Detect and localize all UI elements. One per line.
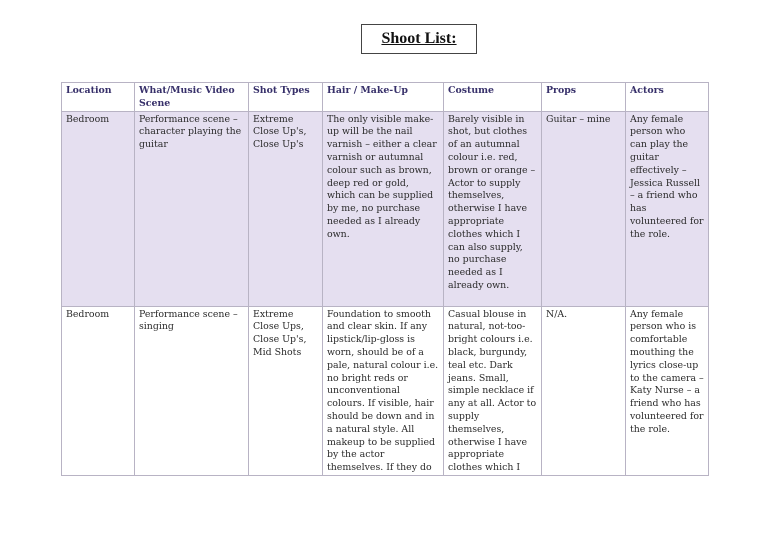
- cell-costume: Casual blouse in natural, not-too-bright colours i.e. black, burgundy, teal etc. Dark jeans. Small, simple necklace if any at all. Actor to supply themselves, otherwise I have appropriate clothes which I: [444, 306, 542, 475]
- header-location: Location: [62, 83, 135, 112]
- header-hair-makeup: Hair / Make-Up: [323, 83, 444, 112]
- cell-scene: Performance scene – character playing the guitar: [135, 111, 249, 306]
- header-costume: Costume: [444, 83, 542, 112]
- cell-costume: Barely visible in shot, but clothes of an autumnal colour i.e. red, brown or orange – Actor to supply themselves, otherwise I have appropriate clothes which I can also supply, no purchase needed as I already own.: [444, 111, 542, 306]
- page-title: Shoot List:: [381, 30, 457, 47]
- table-row: [62, 111, 709, 306]
- cell-location: Bedroom: [62, 111, 135, 306]
- page-title-box: [361, 24, 477, 54]
- table-row: [62, 306, 709, 475]
- cell-props: N/A.: [542, 306, 626, 475]
- cell-location: Bedroom: [62, 306, 135, 475]
- header-shot-types: Shot Types: [249, 83, 323, 112]
- cell-shot-types: Extreme Close Up's, Close Up's: [249, 111, 323, 306]
- cell-hair-makeup: The only visible make-up will be the nail varnish – either a clear varnish or autumnal colour such as brown, deep red or gold, which can be supplied by me, no purchase needed as I already own.: [323, 111, 444, 306]
- header-props: Props: [542, 83, 626, 112]
- cell-actors: Any female person who is comfortable mouthing the lyrics close-up to the camera – Katy Nurse – a friend who has volunteered for the role.: [626, 306, 709, 475]
- cell-hair-makeup: Foundation to smooth and clear skin. If any lipstick/lip-gloss is worn, should be of a pale, natural colour i.e. no bright reds or unconventional colours. If visible, hair should be down and in a natural style. All makeup to be supplied by the actor themselves. If they do: [323, 306, 444, 475]
- shoot-list-table: [61, 82, 709, 476]
- cell-scene: Performance scene – singing: [135, 306, 249, 475]
- cell-actors: Any female person who can play the guitar effectively – Jessica Russell – a friend who has volunteered for the role.: [626, 111, 709, 306]
- header-scene: What/Music Video Scene: [135, 83, 249, 112]
- header-actors: Actors: [626, 83, 709, 112]
- table-header-row: [62, 83, 709, 112]
- cell-shot-types: Extreme Close Ups, Close Up's, Mid Shots: [249, 306, 323, 475]
- cell-props: Guitar – mine: [542, 111, 626, 306]
